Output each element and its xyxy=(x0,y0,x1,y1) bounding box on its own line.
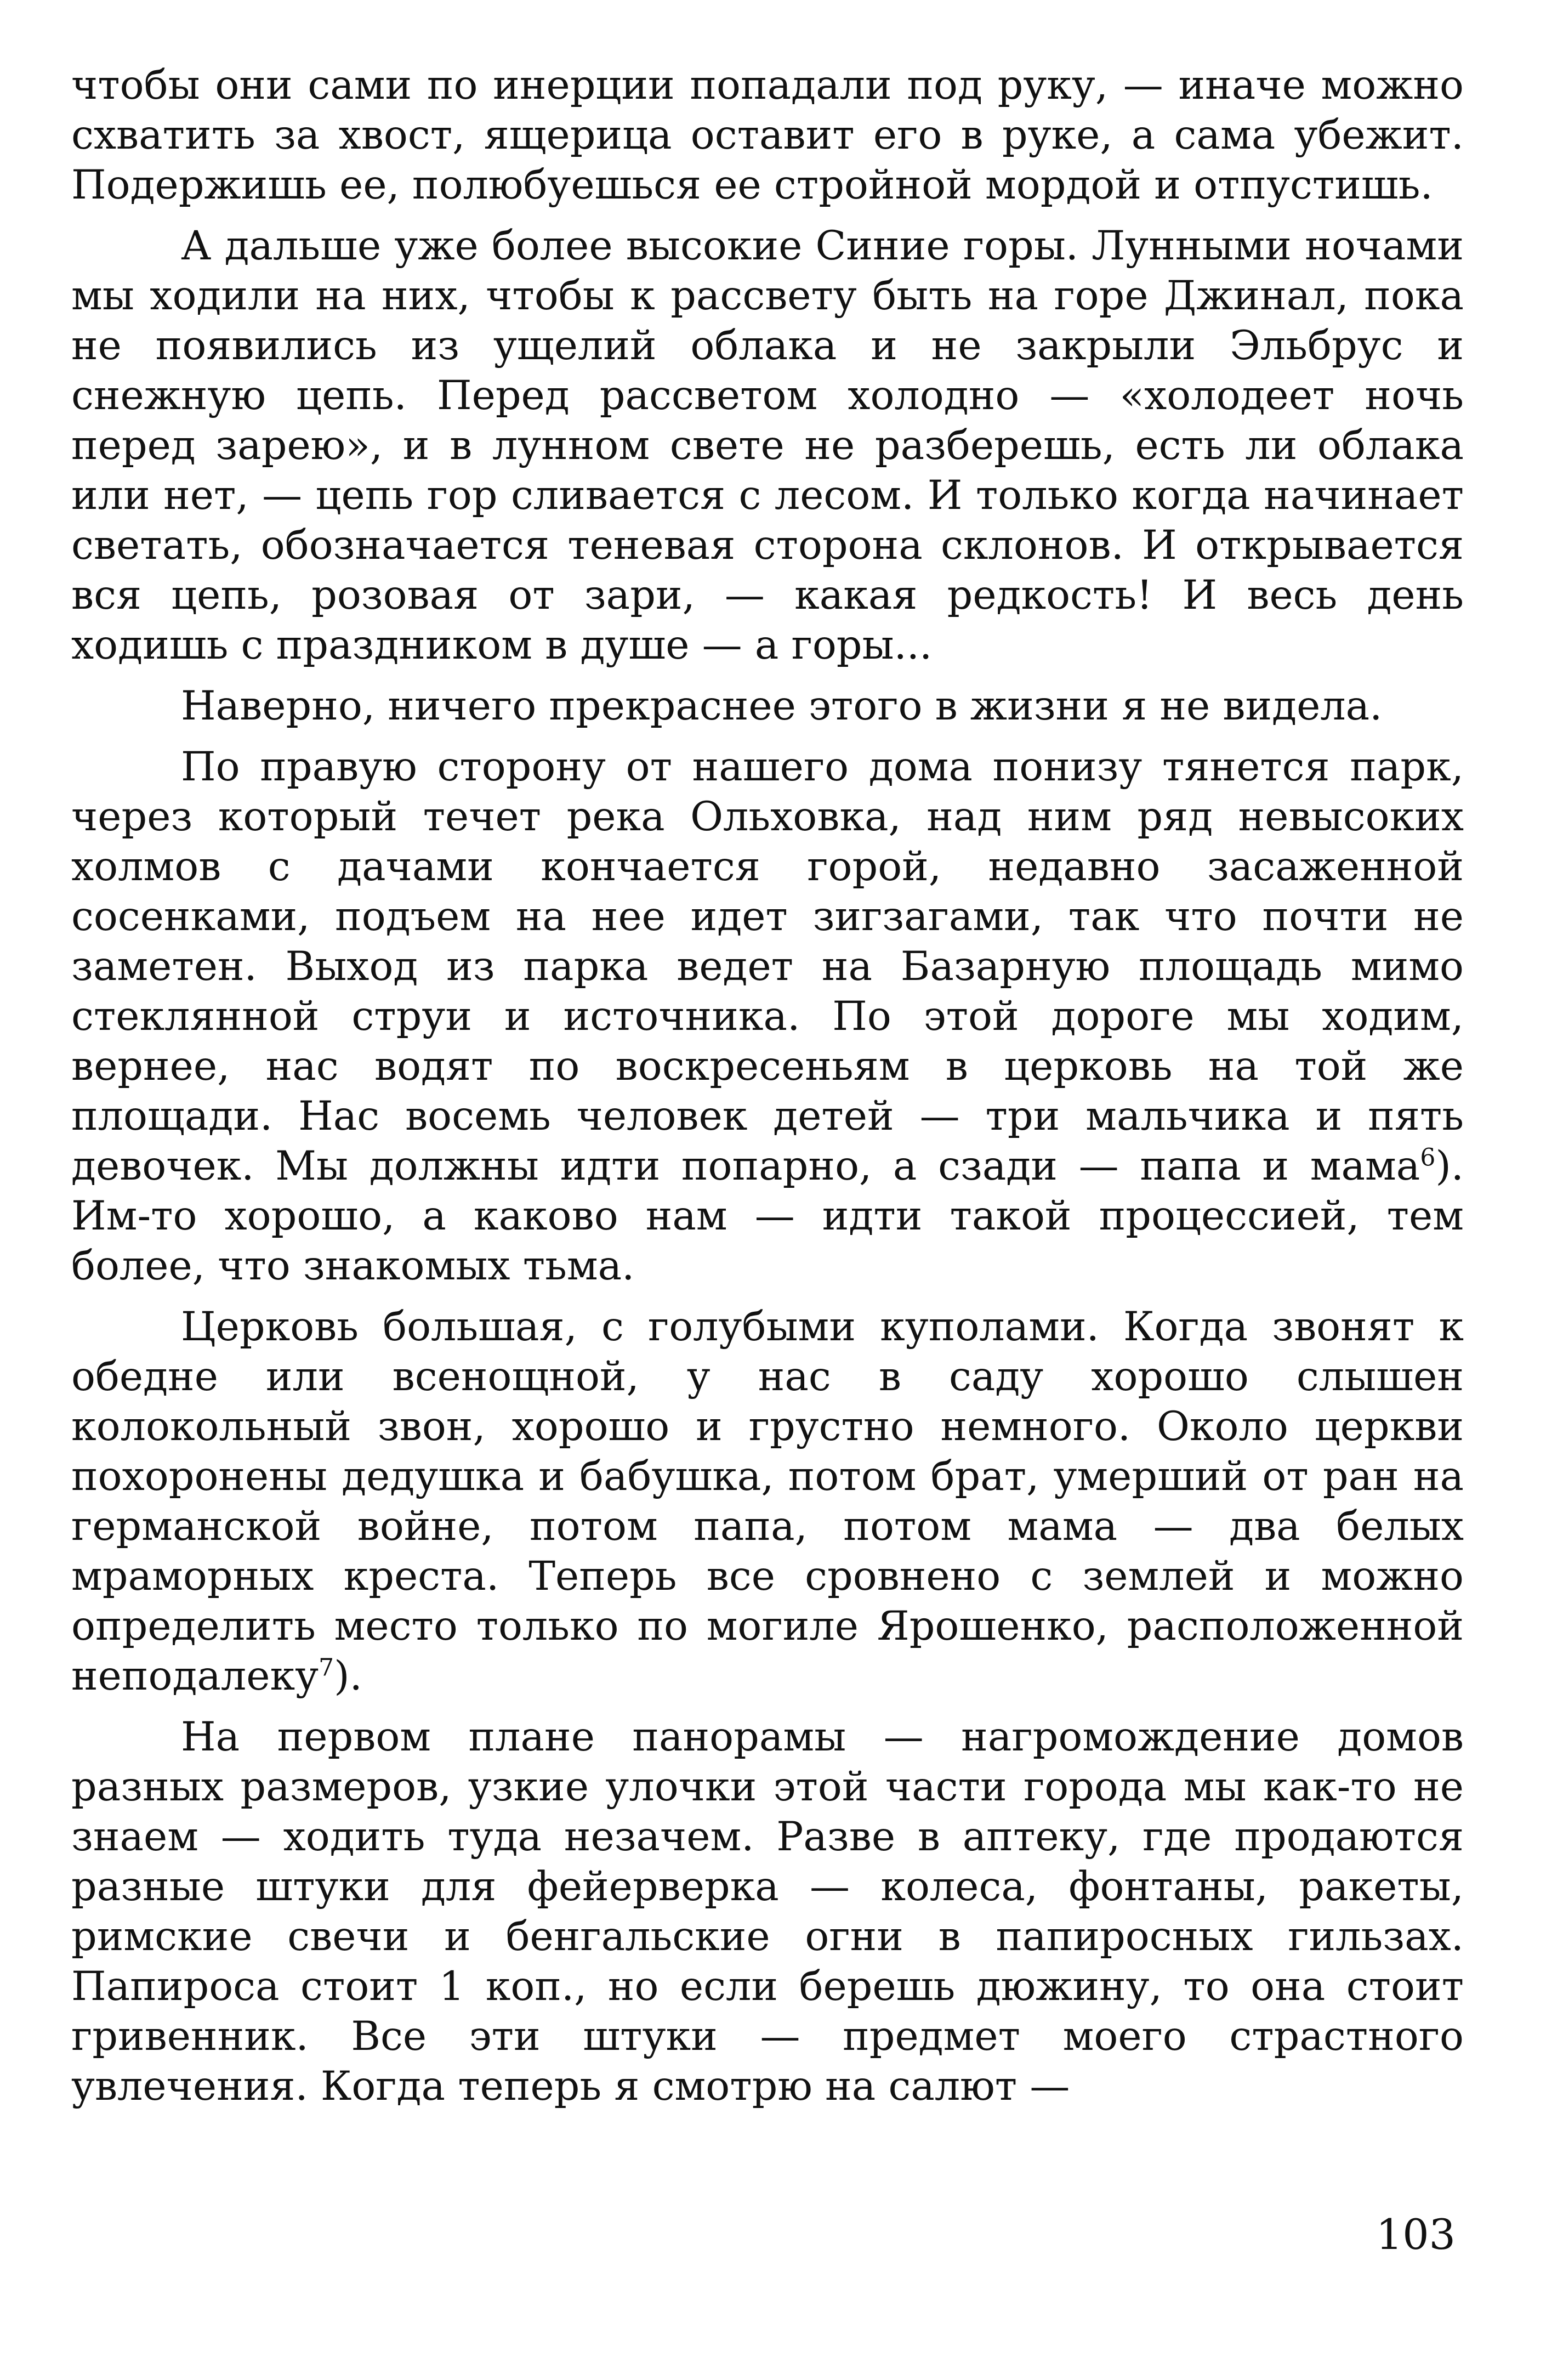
footnote-marker-7[interactable]: 7 xyxy=(319,1653,334,1682)
paragraph-5 xyxy=(71,1302,1464,1701)
paragraph-6-text: На первом плане панорамы — нагромождение домов разных размеров, узкие улочки этой части города мы как-то не знаем — ходить туда незачем. Разве в аптеку, где продаются разные штуки для фейерверка — колеса, фонтаны, ракеты, римские свечи и бенгальские огни в папиросных гильзах. Папироса стоит 1 коп., но если берешь дюжину, то она стоит гривенник. Все эти штуки — предмет моего страстного увлечения. Когда теперь я смотрю на салют — xyxy=(71,1714,1464,2110)
paragraph-4-text: По правую сторону от нашего дома понизу тянется парк, через который течет река Ольховка, над ним ряд невысоких холмов с дачами кончается горой, недавно засаженной сосенками, подъем на нее идет зигзагами, так что почти не заметен. Выход из парка ведет на Базарную площадь мимо стеклянной струи и источника. По этой дороге мы ходим, вернее, нас водят по воскресеньям в церковь на той же площади. Нас восемь человек детей — три мальчика и пять девочек. Мы должны идти попарно, а сзади — папа и мама xyxy=(71,744,1464,1189)
paragraph-1 xyxy=(71,60,1464,210)
paragraph-2 xyxy=(71,221,1464,670)
paragraph-6 xyxy=(71,1712,1464,2111)
paragraph-3 xyxy=(71,681,1464,731)
page-number: 103 xyxy=(1376,2210,1456,2259)
footnote-marker-6[interactable]: 6 xyxy=(1420,1143,1436,1172)
paragraph-5-text-after: ). xyxy=(334,1653,362,1699)
page-body xyxy=(71,60,1464,2111)
paragraph-3-text: Наверно, ничего прекраснее этого в жизни я не видела. xyxy=(181,683,1383,729)
paragraph-4 xyxy=(71,742,1464,1291)
paragraph-5-text: Церковь большая, с голубыми куполами. Когда звонят к обедне или всенощной, у нас в саду хорошо слышен колокольный звон, хорошо и грустно немного. Около церкви похоронены дедушка и бабушка, потом брат, умерший от ран на германской войне, потом папа, потом мама — два белых мраморных креста. Теперь все сровнено с землей и можно определить место только по могиле Ярошенко, расположенной неподалеку xyxy=(71,1304,1464,1699)
paragraph-4-text-after: ). Им-то хорошо, а каково нам — идти такой процессией, тем более, что знакомых тьма. xyxy=(71,1143,1464,1289)
paragraph-2-text: А дальше уже более высокие Синие горы. Лунными ночами мы ходили на них, чтобы к рассвету быть на горе Джинал, пока не появились из ущелий облака и не закрыли Эльбрус и снежную цепь. Перед рассветом холодно — «холодеет ночь перед зарею», и в лунном свете не разберешь, есть ли облака или нет, — цепь гор сливается с лесом. И только когда начинает светать, обозначается теневая сторона склонов. И открывается вся цепь, розовая от зари, — какая редкость! И весь день ходишь с праздником в душе — а горы... xyxy=(71,223,1464,668)
paragraph-1-text: чтобы они сами по инерции попадали под руку, — иначе можно схватить за хвост, ящерица оставит его в руке, а сама убежит. Подержишь ее, полюбуешься ее стройной мордой и отпустишь. xyxy=(71,62,1464,208)
